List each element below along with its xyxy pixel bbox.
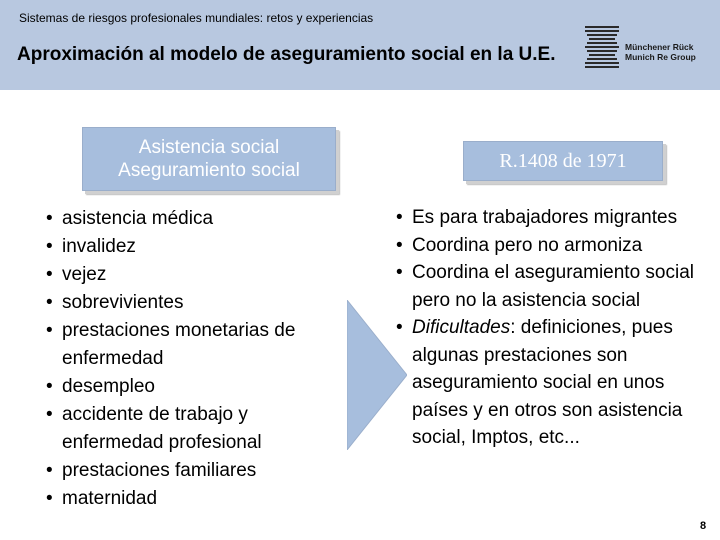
list-item: • Coordina el aseguramiento social pero no la asistencia social: [396, 259, 716, 314]
list-item: • vejez: [46, 261, 346, 289]
supertitle: Sistemas de riesgos profesionales mundiales: retos y experiencias: [19, 11, 374, 25]
list-item: [396, 314, 716, 452]
emphasis-text: Dificultades: [412, 317, 511, 338]
list-item: • accidente de trabajo y enfermedad profesional: [46, 401, 346, 457]
list-item: • invalidez: [46, 233, 346, 261]
list-item-rest: : definiciones, pues algunas prestaciones son aseguramiento social en unos países y en otros son asistencia social, Imptos, etc...: [412, 317, 683, 448]
logo-line-2: Munich Re Group: [625, 52, 696, 62]
list-item: • Coordina pero no armoniza: [396, 232, 716, 260]
list-item: • prestaciones monetarias de enfermedad: [46, 317, 346, 373]
list-item: • sobrevivientes: [46, 289, 346, 317]
logo-text: [625, 42, 696, 62]
logo-line-1: Münchener Rück: [625, 42, 694, 52]
benefits-list: [46, 205, 346, 513]
regulation-box: R.1408 de 1971: [463, 141, 663, 181]
list-item: • maternidad: [46, 485, 346, 513]
header-band: [0, 0, 720, 90]
social-assistance-box: [82, 127, 336, 191]
box-left-line-2: Aseguramiento social: [118, 160, 300, 181]
list-item: • desempleo: [46, 373, 346, 401]
page-number: 8: [700, 520, 707, 532]
regulation-points-list: [396, 204, 716, 452]
box-left-line-1: Asistencia social: [138, 137, 280, 158]
slide-title: Aproximación al modelo de aseguramiento social en la U.E.: [17, 44, 556, 65]
list-item: • Es para trabajadores migrantes: [396, 204, 716, 232]
list-item: • asistencia médica: [46, 205, 346, 233]
list-item: • prestaciones familiares: [46, 457, 346, 485]
